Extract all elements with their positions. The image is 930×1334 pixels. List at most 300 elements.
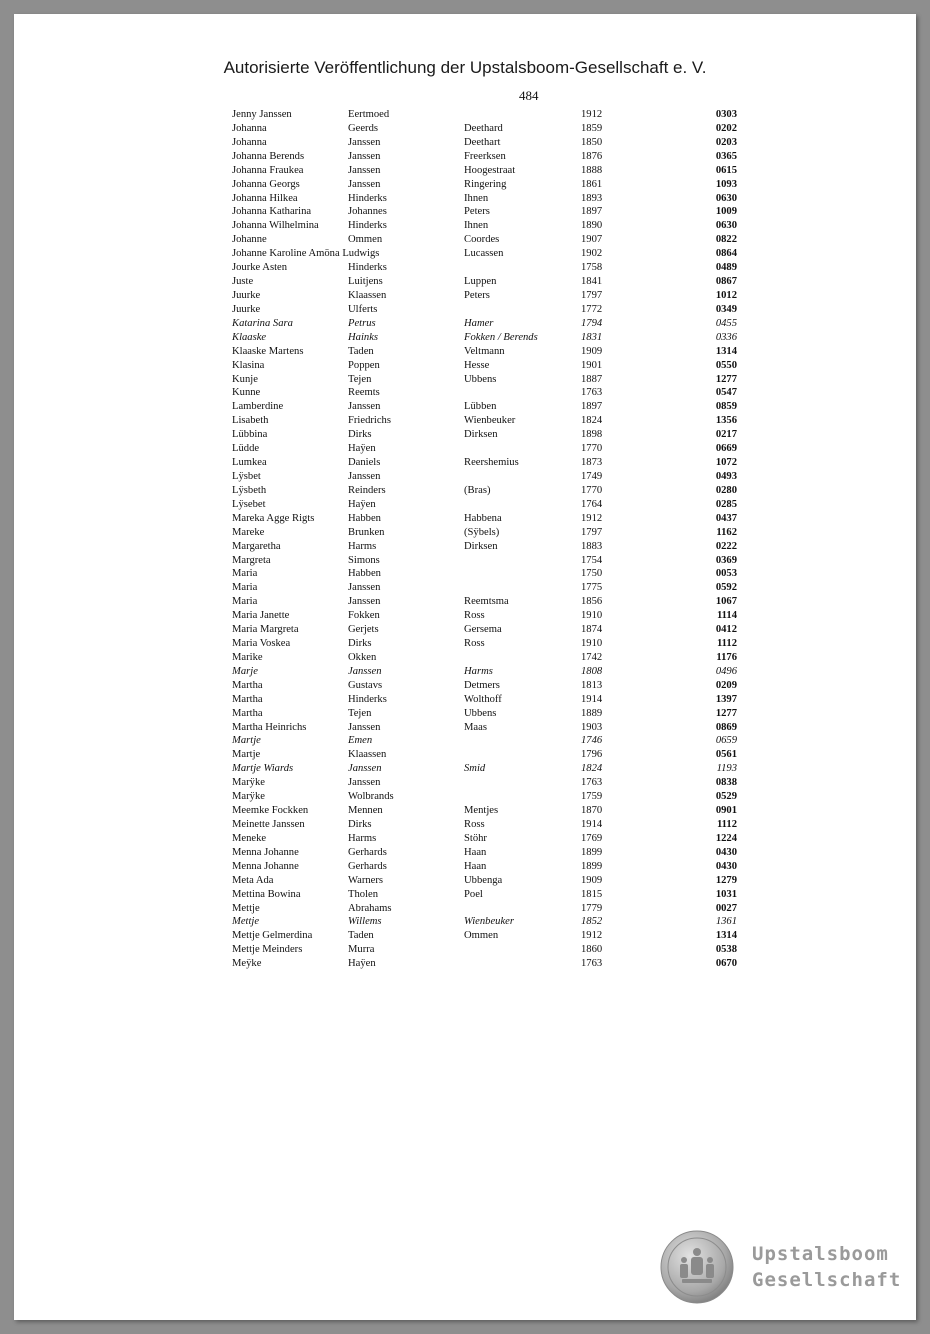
surname-cell: Willems xyxy=(348,916,382,928)
surname-cell: Poppen xyxy=(348,359,380,371)
register-table xyxy=(232,108,752,971)
spouse-name-cell: Deethard xyxy=(464,122,503,134)
reference-number-cell: 0561 xyxy=(715,749,737,761)
given-name-cell: Martje xyxy=(232,735,261,747)
given-name-cell: Kunne xyxy=(232,387,261,399)
given-name-cell: Mettje xyxy=(232,916,260,928)
reference-number-cell: 1356 xyxy=(715,415,737,427)
table-row xyxy=(232,526,752,540)
given-name-cell: Maria Voskea xyxy=(232,638,291,650)
reference-number-cell: 0285 xyxy=(715,498,737,510)
surname-cell: Mennen xyxy=(348,805,383,817)
spouse-name-cell: Lucassen xyxy=(464,248,504,260)
year-cell: 1883 xyxy=(581,540,603,552)
given-name-cell: Maria Janette xyxy=(232,610,290,622)
reference-number-cell: 1162 xyxy=(716,526,737,538)
year-cell: 1907 xyxy=(581,234,603,246)
year-cell: 1898 xyxy=(581,429,603,441)
surname-cell: Habben xyxy=(348,568,381,580)
table-row xyxy=(232,748,752,762)
table-row xyxy=(232,707,752,721)
given-name-cell: Maria xyxy=(232,596,258,608)
surname-cell: Reinders xyxy=(348,484,386,496)
year-cell: 1914 xyxy=(581,819,603,831)
year-cell: 1758 xyxy=(581,262,603,274)
surname-cell: Janssen xyxy=(348,665,382,677)
reference-number-cell: 1277 xyxy=(715,373,737,385)
table-row xyxy=(232,498,752,512)
surname-cell: Janssen xyxy=(348,150,381,162)
given-name-cell: Maria xyxy=(232,582,258,594)
spouse-name-cell: Coordes xyxy=(464,234,500,246)
given-name-cell: Maria xyxy=(232,568,258,580)
year-cell: 1831 xyxy=(581,331,603,343)
year-cell: 1742 xyxy=(581,651,603,663)
table-row xyxy=(232,178,752,192)
spouse-name-cell: Peters xyxy=(464,206,490,218)
year-cell: 1815 xyxy=(581,888,603,900)
reference-number-cell: 0053 xyxy=(715,568,737,580)
year-cell: 1796 xyxy=(581,749,603,761)
table-row xyxy=(232,679,752,693)
spouse-name-cell: Lübben xyxy=(464,401,497,413)
given-name-cell: Martha xyxy=(232,707,263,719)
year-cell: 1914 xyxy=(581,693,603,705)
spouse-name-cell: Ubbens xyxy=(464,707,497,719)
spouse-name-cell: Mentjes xyxy=(464,805,499,817)
given-name-cell: Jourke Asten xyxy=(232,262,288,274)
spouse-name-cell: Hoogestraat xyxy=(464,164,516,176)
year-cell: 1764 xyxy=(581,498,603,510)
reference-number-cell: 1314 xyxy=(715,345,737,357)
year-cell: 1779 xyxy=(581,902,603,914)
table-row xyxy=(232,721,752,735)
surname-cell: Taden xyxy=(348,930,374,942)
surname-cell: Gerhards xyxy=(348,846,387,858)
reference-number-cell: 1279 xyxy=(715,874,737,886)
table-row xyxy=(232,205,752,219)
year-cell: 1770 xyxy=(581,484,603,496)
year-cell: 1769 xyxy=(581,832,603,844)
surname-cell: Dirks xyxy=(348,638,372,650)
given-name-cell: Johanna xyxy=(232,136,267,148)
year-cell: 1902 xyxy=(581,248,603,260)
year-cell: 1859 xyxy=(581,122,603,134)
year-cell: 1772 xyxy=(581,303,603,315)
reference-number-cell: 0538 xyxy=(715,944,737,956)
year-cell: 1873 xyxy=(581,457,603,469)
year-cell: 1770 xyxy=(581,443,603,455)
surname-cell: Janssen xyxy=(348,401,381,413)
given-name-cell: Johanne xyxy=(232,234,267,246)
reference-number-cell: 0529 xyxy=(715,791,737,803)
reference-number-cell: 1224 xyxy=(715,832,737,844)
table-row xyxy=(232,150,752,164)
table-row xyxy=(232,874,752,888)
reference-number-cell: 0209 xyxy=(715,679,737,691)
spouse-name-cell: Dirksen xyxy=(464,429,498,441)
given-name-cell: Meinette Janssen xyxy=(232,819,305,831)
surname-cell: Friedrichs xyxy=(348,415,391,427)
wordmark-line-2: Gesellschaft xyxy=(752,1269,902,1291)
surname-cell: Janssen xyxy=(348,763,382,775)
spouse-name-cell: Ihnen xyxy=(464,220,489,232)
year-cell: 1824 xyxy=(581,763,603,775)
spouse-name-cell: Ubbenga xyxy=(464,874,503,886)
given-name-cell: Klasina xyxy=(232,359,265,371)
year-cell: 1889 xyxy=(581,707,603,719)
wordmark-line-1: Upstalsboom xyxy=(752,1243,889,1265)
spouse-name-cell: Ross xyxy=(464,638,485,650)
table-row xyxy=(232,136,752,150)
table-row xyxy=(232,484,752,498)
given-name-cell: Klaaske xyxy=(232,331,267,343)
society-logo xyxy=(660,1230,901,1304)
year-cell: 1749 xyxy=(581,470,603,482)
surname-cell: Harms xyxy=(348,540,377,552)
table-row xyxy=(232,219,752,233)
year-cell: 1912 xyxy=(581,109,603,120)
given-name-cell: Menna Johanne xyxy=(232,860,299,872)
table-row xyxy=(232,595,752,609)
spouse-name-cell: Stöhr xyxy=(464,832,487,844)
table-row xyxy=(232,734,752,748)
reference-number-cell: 0838 xyxy=(715,777,737,789)
year-cell: 1808 xyxy=(581,665,603,677)
table-row xyxy=(232,651,752,665)
spouse-name-cell: Haan xyxy=(464,860,487,872)
reference-number-cell: 0365 xyxy=(715,150,737,162)
table-row xyxy=(232,108,752,122)
surname-cell: Luitjens xyxy=(348,276,383,288)
surname-cell: Haÿen xyxy=(348,498,376,510)
seal-icon xyxy=(660,1230,734,1304)
surname-cell: Wolbrands xyxy=(348,791,394,803)
table-row xyxy=(232,888,752,902)
given-name-cell: Martje Wiards xyxy=(232,763,294,775)
year-cell: 1903 xyxy=(581,721,603,733)
given-name-cell: Marÿke xyxy=(232,777,265,789)
table-row xyxy=(232,164,752,178)
table-row xyxy=(232,609,752,623)
given-name-cell: Johanna Berends xyxy=(232,150,305,162)
year-cell: 1899 xyxy=(581,846,603,858)
given-name-cell: Marike xyxy=(232,651,263,663)
table-row xyxy=(232,693,752,707)
surname-cell: Petrus xyxy=(348,317,376,329)
spouse-name-cell: Habbena xyxy=(464,512,502,524)
year-cell: 1754 xyxy=(581,554,603,566)
year-cell: 1763 xyxy=(581,958,603,970)
given-name-cell: Lisabeth xyxy=(232,415,269,427)
spouse-name-cell: Veltmann xyxy=(464,345,505,357)
year-cell: 1870 xyxy=(581,805,603,817)
reference-number-cell: 1012 xyxy=(715,289,737,301)
surname-cell: Klaassen xyxy=(348,289,387,301)
table-row xyxy=(232,943,752,957)
spouse-name-cell: Haan xyxy=(464,846,487,858)
surname-cell: Hinderks xyxy=(348,693,387,705)
given-name-cell: Johanna Georgs xyxy=(232,178,300,190)
year-cell: 1794 xyxy=(581,317,603,329)
table-row xyxy=(232,790,752,804)
given-name-cell: Johanna Katharina xyxy=(232,206,312,218)
surname-cell: Hainks xyxy=(348,331,379,343)
year-cell: 1797 xyxy=(581,526,603,538)
reference-number-cell: 0869 xyxy=(715,721,737,733)
given-name-cell: Jenny Janssen xyxy=(232,109,292,120)
year-cell: 1912 xyxy=(581,512,603,524)
table-row xyxy=(232,428,752,442)
table-row xyxy=(232,512,752,526)
year-cell: 1909 xyxy=(581,874,603,886)
surname-cell: Fokken xyxy=(348,610,380,622)
given-name-cell: Johanna Fraukea xyxy=(232,164,304,176)
table-row xyxy=(232,929,752,943)
reference-number-cell: 0901 xyxy=(715,805,737,817)
year-cell: 1746 xyxy=(581,735,603,747)
surname-cell: Hinderks xyxy=(348,192,387,204)
year-cell: 1763 xyxy=(581,387,603,399)
reference-number-cell: 0349 xyxy=(715,303,737,315)
surname-cell: Habben xyxy=(348,512,381,524)
spouse-name-cell: Wolthoff xyxy=(464,693,502,705)
table-row xyxy=(232,373,752,387)
given-name-cell: Kunje xyxy=(232,373,258,385)
reference-number-cell: 0859 xyxy=(715,401,737,413)
surname-cell: Emen xyxy=(348,735,373,747)
reference-number-cell: 0430 xyxy=(715,846,737,858)
given-name-cell: Martha Heinrichs xyxy=(232,721,307,733)
surname-cell: Murra xyxy=(348,944,375,956)
table-row xyxy=(232,554,752,568)
reference-number-cell: 0630 xyxy=(715,192,737,204)
reference-number-cell: 0027 xyxy=(715,902,737,914)
spouse-name-cell: Hesse xyxy=(464,359,490,371)
spouse-name-cell: (Bras) xyxy=(464,484,491,496)
given-name-cell: Lüdde xyxy=(232,443,260,455)
spouse-name-cell: Peters xyxy=(464,289,490,301)
reference-number-cell: 1114 xyxy=(716,610,737,622)
reference-number-cell: 1112 xyxy=(716,819,737,831)
year-cell: 1890 xyxy=(581,220,603,232)
table-row xyxy=(232,359,752,373)
year-cell: 1813 xyxy=(581,679,603,691)
reference-number-cell: 1009 xyxy=(715,206,737,218)
given-name-cell: Lamberdine xyxy=(232,401,284,413)
table-row xyxy=(232,762,752,776)
surname-cell: Daniels xyxy=(348,457,381,469)
surname-cell: Janssen xyxy=(348,777,381,789)
surname-cell: Reemts xyxy=(348,387,380,399)
reference-number-cell: 0489 xyxy=(715,262,737,274)
surname-cell: Janssen xyxy=(348,164,381,176)
table-row xyxy=(232,637,752,651)
given-name-cell: Meneke xyxy=(232,832,267,844)
spouse-name-cell: Dirksen xyxy=(464,540,498,552)
given-name-cell: Johanne Karoline Amöna Ludwigs xyxy=(232,248,380,260)
page-number: 484 xyxy=(519,88,539,103)
given-name-cell: Mareka Agge Rigts xyxy=(232,512,315,524)
reference-number-cell: 0867 xyxy=(715,276,737,288)
table-row xyxy=(232,345,752,359)
given-name-cell: Johanna xyxy=(232,122,267,134)
surname-cell: Eertmoed xyxy=(348,109,390,120)
given-name-cell: Juurke xyxy=(232,289,261,301)
table-row xyxy=(232,331,752,345)
reference-number-cell: 1361 xyxy=(715,916,737,928)
surname-cell: Harms xyxy=(348,832,377,844)
surname-cell: Abrahams xyxy=(348,902,392,914)
table-row xyxy=(232,400,752,414)
reference-number-cell: 1112 xyxy=(716,638,737,650)
society-wordmark xyxy=(752,1241,901,1293)
spouse-name-cell: Reemtsma xyxy=(464,596,509,608)
given-name-cell: Meta Ada xyxy=(232,874,274,886)
surname-cell: Hinderks xyxy=(348,262,387,274)
given-name-cell: Martha xyxy=(232,679,263,691)
given-name-cell: Mettje Meinders xyxy=(232,944,303,956)
surname-cell: Janssen xyxy=(348,178,381,190)
table-row xyxy=(232,470,752,484)
reference-number-cell: 0670 xyxy=(715,958,737,970)
table-row xyxy=(232,233,752,247)
surname-cell: Janssen xyxy=(348,596,381,608)
reference-number-cell: 0412 xyxy=(715,624,737,636)
surname-cell: Brunken xyxy=(348,526,385,538)
surname-cell: Janssen xyxy=(348,721,381,733)
surname-cell: Johannes xyxy=(348,206,387,218)
given-name-cell: Lübbina xyxy=(232,429,268,441)
surname-cell: Gerhards xyxy=(348,860,387,872)
table-row xyxy=(232,581,752,595)
table-row xyxy=(232,567,752,581)
spouse-name-cell: Fokken / Berends xyxy=(464,331,538,343)
spouse-name-cell: Maas xyxy=(464,721,487,733)
table-row xyxy=(232,818,752,832)
surname-cell: Janssen xyxy=(348,136,381,148)
reference-number-cell: 0202 xyxy=(715,122,737,134)
reference-number-cell: 1176 xyxy=(716,651,737,663)
surname-cell: Haÿen xyxy=(348,443,376,455)
surname-cell: Gustavs xyxy=(348,679,383,691)
given-name-cell: Mettina Bowina xyxy=(232,888,301,900)
reference-number-cell: 0336 xyxy=(715,331,737,343)
reference-number-cell: 0437 xyxy=(715,512,737,524)
spouse-name-cell: Gersema xyxy=(464,624,502,636)
given-name-cell: Juste xyxy=(232,276,254,288)
given-name-cell: Margreta xyxy=(232,554,271,566)
year-cell: 1910 xyxy=(581,638,603,650)
given-name-cell: Marje xyxy=(232,665,258,677)
spouse-name-cell: Ubbens xyxy=(464,373,497,385)
year-cell: 1899 xyxy=(581,860,603,872)
year-cell: 1852 xyxy=(581,916,603,928)
table-row xyxy=(232,623,752,637)
reference-number-cell: 0280 xyxy=(715,484,737,496)
given-name-cell: Katarina Sara xyxy=(232,317,293,329)
given-name-cell: Johanna Hilkea xyxy=(232,192,298,204)
surname-cell: Tholen xyxy=(348,888,379,900)
reference-number-cell: 0222 xyxy=(715,540,737,552)
year-cell: 1912 xyxy=(581,930,603,942)
given-name-cell: Lumkea xyxy=(232,457,267,469)
year-cell: 1750 xyxy=(581,568,603,580)
table-row xyxy=(232,192,752,206)
year-cell: 1860 xyxy=(581,944,603,956)
reference-number-cell: 0630 xyxy=(715,220,737,232)
table-row xyxy=(232,303,752,317)
year-cell: 1888 xyxy=(581,164,603,176)
reference-number-cell: 0659 xyxy=(715,735,737,747)
given-name-cell: Martha xyxy=(232,693,263,705)
surname-cell: Dirks xyxy=(348,429,372,441)
spouse-name-cell: Ross xyxy=(464,819,485,831)
reference-number-cell: 0203 xyxy=(715,136,737,148)
table-row xyxy=(232,540,752,554)
given-name-cell: Margaretha xyxy=(232,540,281,552)
reference-number-cell: 0550 xyxy=(715,359,737,371)
spouse-name-cell: Reershemius xyxy=(464,457,519,469)
year-cell: 1910 xyxy=(581,610,603,622)
year-cell: 1897 xyxy=(581,206,603,218)
reference-number-cell: 1093 xyxy=(715,178,737,190)
year-cell: 1874 xyxy=(581,624,603,636)
given-name-cell: Maria Margreta xyxy=(232,624,299,636)
surname-cell: Klaassen xyxy=(348,749,387,761)
surname-cell: Taden xyxy=(348,345,374,357)
surname-cell: Haÿen xyxy=(348,958,376,970)
year-cell: 1850 xyxy=(581,136,603,148)
table-row xyxy=(232,776,752,790)
spouse-name-cell: Harms xyxy=(464,665,493,677)
year-cell: 1856 xyxy=(581,596,603,608)
table-row xyxy=(232,122,752,136)
given-name-cell: Klaaske Martens xyxy=(232,345,304,357)
given-name-cell: Lÿsbeth xyxy=(232,484,267,496)
surname-cell: Tejen xyxy=(348,373,372,385)
table-row xyxy=(232,860,752,874)
given-name-cell: Meemke Fockken xyxy=(232,805,309,817)
reference-number-cell: 0615 xyxy=(715,164,737,176)
spouse-name-cell: Ommen xyxy=(464,930,499,942)
reference-number-cell: 0496 xyxy=(715,665,737,677)
year-cell: 1901 xyxy=(581,359,603,371)
given-name-cell: Lÿsbet xyxy=(232,470,261,482)
table-row xyxy=(232,832,752,846)
reference-number-cell: 0547 xyxy=(715,387,737,399)
spouse-name-cell: Deethart xyxy=(464,136,501,148)
spouse-name-cell: Ringering xyxy=(464,178,507,190)
document-page xyxy=(14,14,916,1320)
table-row xyxy=(232,957,752,971)
table-row xyxy=(232,665,752,679)
year-cell: 1897 xyxy=(581,401,603,413)
year-cell: 1893 xyxy=(581,192,603,204)
given-name-cell: Johanna Wilhelmina xyxy=(232,220,319,232)
reference-number-cell: 0493 xyxy=(715,470,737,482)
table-row xyxy=(232,414,752,428)
year-cell: 1797 xyxy=(581,289,603,301)
year-cell: 1841 xyxy=(581,276,603,288)
surname-cell: Janssen xyxy=(348,582,381,594)
table-row xyxy=(232,275,752,289)
reference-number-cell: 1072 xyxy=(715,457,737,469)
spouse-name-cell: Detmers xyxy=(464,679,500,691)
table-row xyxy=(232,386,752,400)
table-row xyxy=(232,456,752,470)
reference-number-cell: 1277 xyxy=(715,707,737,719)
